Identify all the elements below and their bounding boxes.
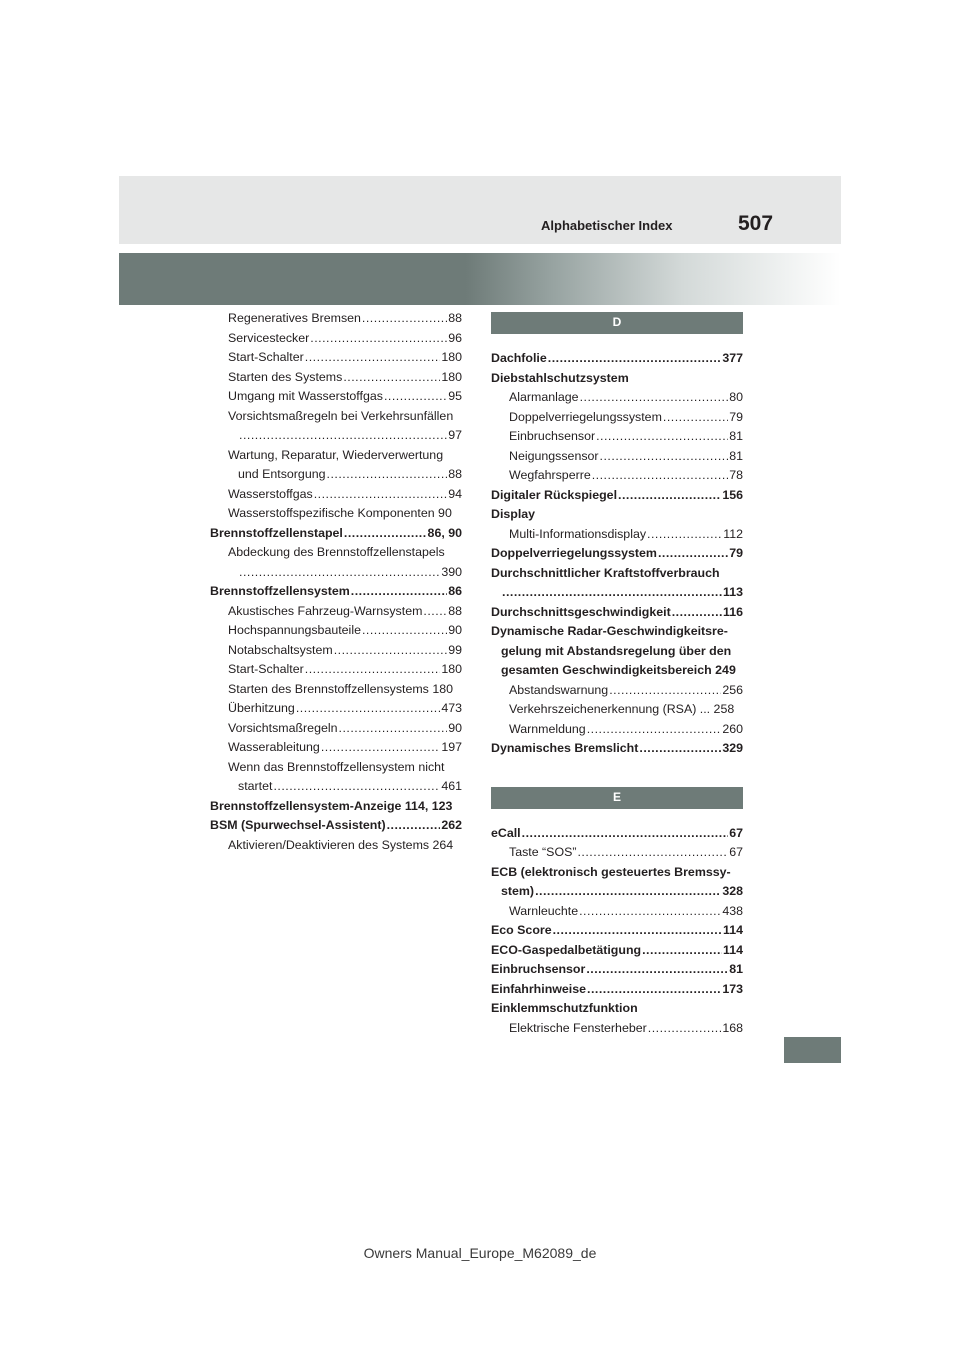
dot-leader [321, 738, 440, 758]
entry-term: Start-Schalter [228, 662, 304, 676]
entry-term: Dynamisches Bremslicht [491, 741, 639, 755]
entry-page-ref: 180 [441, 662, 462, 676]
dot-leader [239, 563, 440, 583]
dot-leader [580, 388, 729, 408]
entry-term: ECO-Gaspedalbetätigung [491, 942, 642, 957]
dot-leader [334, 641, 448, 661]
index-entry [491, 882, 743, 902]
dot-leader [327, 465, 448, 485]
index-entry [210, 660, 462, 680]
dot-leader [553, 921, 722, 941]
entry-page-ref: 78 [729, 468, 743, 482]
entry-page-ref: 180 [441, 350, 462, 364]
footer-doc-id: Owners Manual_Europe_M62089_de [363, 1245, 597, 1261]
index-entry [210, 797, 462, 817]
entry-page-ref: 438 [722, 903, 743, 918]
dot-leader [310, 329, 447, 349]
entry-page-ref: 328 [722, 884, 743, 898]
entry-page-ref: 473 [441, 701, 462, 715]
index-entry [491, 564, 743, 584]
entry-term: ECB (elektronisch gesteuertes Bremssy- [491, 864, 731, 879]
index-entry [210, 485, 462, 505]
entry-term: Alarmanlage [509, 390, 579, 404]
index-entry [210, 387, 462, 407]
entry-page-ref: 461 [441, 779, 462, 793]
entry-term: Doppelverriegelungssystem [509, 409, 662, 424]
entry-term: Akustisches Fahrzeug-Warnsystem [228, 603, 423, 618]
index-entry [491, 999, 743, 1019]
dot-leader [351, 582, 447, 602]
entry-term: Abstandswarnung [509, 682, 609, 697]
entry-term: Dachfolie [491, 351, 547, 365]
dot-leader [618, 486, 721, 506]
entry-term: Diebstahlschutzsystem [491, 370, 629, 385]
entry-term: Brennstoffzellensystem [210, 584, 350, 598]
entry-term: Durchschnittlicher Kraftstoffverbrauch [491, 565, 720, 580]
entry-term: Aktivieren/Deaktivieren des Systems 264 [228, 837, 454, 852]
index-entry [491, 466, 743, 486]
entry-page-ref: 99 [448, 642, 462, 657]
entry-page-ref: 86, 90 [427, 525, 462, 540]
entry-page-ref: 113 [723, 585, 743, 599]
dot-leader [239, 426, 447, 446]
index-entry [491, 902, 743, 922]
entry-term: Umgang mit Wasserstoffgas [228, 389, 383, 403]
index-entry [210, 582, 462, 602]
index-entry [491, 863, 743, 883]
index-entry [491, 824, 743, 844]
entry-term: Servicestecker [228, 330, 310, 345]
index-entry [210, 329, 462, 349]
dot-leader [344, 524, 427, 544]
dot-leader [587, 980, 721, 1000]
index-entry [210, 836, 462, 856]
entry-term: startet [238, 779, 273, 793]
index-entry [491, 369, 743, 389]
index-entry [210, 602, 462, 622]
index-entry [491, 408, 743, 428]
dot-leader [423, 602, 447, 622]
entry-term: Eco Score [491, 923, 552, 937]
index-entry [491, 980, 743, 1000]
dot-leader [577, 843, 728, 863]
dot-leader [522, 824, 729, 844]
entry-term: Wasserableitung [228, 740, 320, 754]
entry-term: Einfahrhinweise [491, 981, 587, 996]
index-entry [210, 758, 462, 778]
index-entry [491, 700, 743, 720]
section-d-entries [491, 349, 743, 759]
entry-page-ref: 67 [729, 825, 743, 840]
dot-leader [339, 719, 448, 739]
index-entry [210, 524, 462, 544]
index-entry [491, 739, 743, 759]
entry-page-ref: 114 [723, 923, 743, 937]
dot-leader [535, 882, 721, 902]
entry-term: Digitaler Rückspiegel [491, 487, 618, 502]
index-entry [210, 446, 462, 466]
index-entry [491, 486, 743, 506]
index-entry [210, 504, 462, 524]
entry-page-ref: 86 [448, 584, 462, 598]
section-title: Alphabetischer Index [541, 218, 673, 233]
entry-term: Durchschnittsgeschwindigkeit [491, 604, 671, 619]
entry-term: Start-Schalter [228, 350, 304, 364]
entry-term: und Entsorgung [238, 467, 326, 481]
index-column-left [210, 309, 462, 855]
index-entry [491, 661, 743, 681]
dot-leader [639, 739, 721, 759]
dot-leader [596, 427, 728, 447]
entry-term: Regeneratives Bremsen [228, 311, 361, 325]
dot-leader [672, 603, 722, 623]
entry-term: Abdeckung des Brennstoffzellenstapels [228, 545, 445, 559]
entry-page-ref: 96 [448, 330, 462, 345]
index-entry [210, 543, 462, 563]
dot-leader [384, 387, 447, 407]
dot-leader [579, 902, 721, 922]
index-entry [491, 941, 743, 961]
index-entry [491, 505, 743, 525]
index-entry [491, 843, 743, 863]
index-entry [210, 348, 462, 368]
entry-page-ref: 197 [441, 740, 462, 754]
dot-leader [362, 309, 447, 329]
entry-page-ref: 377 [722, 351, 743, 365]
dot-leader [548, 349, 722, 369]
dot-leader [273, 777, 440, 797]
dot-leader [362, 621, 447, 641]
dot-leader [609, 681, 721, 701]
index-entry [491, 447, 743, 467]
entry-page-ref: 88 [448, 603, 462, 618]
section-e-entries [491, 824, 743, 1039]
index-entry [210, 407, 462, 427]
entry-page-ref: 114 [723, 942, 743, 957]
entry-page-ref: 156 [722, 487, 743, 502]
index-entry [491, 1019, 743, 1039]
entry-term: Verkehrszeichenerkennung (RSA) ... 258 [509, 702, 735, 716]
dot-leader [587, 720, 722, 740]
entry-term: Brennstoffzellenstapel [210, 525, 343, 540]
dot-leader [502, 583, 722, 603]
entry-term: stem) [501, 884, 535, 898]
entry-page-ref: 81 [729, 429, 743, 443]
index-entry [210, 368, 462, 388]
index-entry [210, 621, 462, 641]
letter-heading-d: D [491, 312, 743, 334]
dot-leader [314, 485, 448, 505]
index-entry [491, 525, 743, 545]
index-entry [210, 738, 462, 758]
entry-page-ref: 116 [723, 604, 743, 619]
dot-leader [648, 1019, 722, 1039]
entry-page-ref: 95 [448, 389, 462, 403]
index-entry [491, 622, 743, 642]
header-band [119, 176, 841, 244]
index-entry [491, 388, 743, 408]
dot-leader [305, 348, 441, 368]
index-entry [491, 583, 743, 603]
dot-leader [647, 525, 722, 545]
entry-term: Vorsichtsmaßregeln [228, 720, 338, 735]
index-entry [491, 603, 743, 623]
entry-page-ref: 80 [729, 390, 743, 404]
index-entry [210, 426, 462, 446]
dot-leader [387, 816, 441, 836]
index-entry [210, 641, 462, 661]
dot-leader [296, 699, 441, 719]
index-entry [491, 960, 743, 980]
entry-term: Warnmeldung [509, 721, 586, 736]
index-entry [491, 921, 743, 941]
entry-term: Wenn das Brennstoffzellensystem nicht [228, 759, 445, 774]
entry-term: Überhitzung [228, 701, 295, 715]
entry-page-ref: 67 [729, 845, 743, 859]
entry-term: Hochspannungsbauteile [228, 623, 361, 637]
entry-term: Neigungssensor [509, 448, 599, 463]
decorative-gradient-band [119, 253, 841, 305]
dot-leader [663, 408, 728, 428]
entry-page-ref: 262 [441, 818, 462, 832]
index-entry [491, 427, 743, 447]
index-entry [210, 309, 462, 329]
entry-term: Notabschaltsystem [228, 642, 333, 657]
entry-term: Multi-Informationsdisplay [509, 526, 647, 541]
entry-term: Starten des Systems [228, 369, 343, 384]
entry-page-ref: 168 [722, 1020, 743, 1035]
entry-page-ref: 94 [448, 486, 462, 501]
entry-term: Einbruchsensor [509, 429, 596, 443]
dot-leader [642, 941, 722, 961]
entry-term: Taste “SOS” [509, 845, 577, 859]
dot-leader [600, 447, 729, 467]
entry-term: Warnleuchte [509, 903, 579, 918]
index-entry [210, 816, 462, 836]
entry-page-ref: 90 [448, 623, 462, 637]
entry-term: Vorsichtsmaßregeln bei Verkehrsunfällen [228, 408, 454, 423]
entry-page-ref: 97 [448, 428, 462, 442]
index-entry [491, 720, 743, 740]
index-entry [491, 681, 743, 701]
entry-term: gesamten Geschwindigkeitsbereich 249 [501, 663, 736, 677]
index-entry [210, 719, 462, 739]
index-entry [491, 544, 743, 564]
entry-term: Elektrische Fensterheber [509, 1020, 647, 1035]
page-number: 507 [738, 212, 774, 235]
entry-page-ref: 390 [441, 564, 462, 579]
entry-term: Dynamische Radar-Geschwindigkeitsre- [491, 624, 728, 638]
dot-leader [343, 368, 440, 388]
entry-term: Brennstoffzellensystem-Anzeige 114, 123 [210, 798, 453, 813]
entry-page-ref: 260 [722, 721, 743, 736]
entry-term: BSM (Spurwechsel-Assistent) [210, 818, 386, 832]
entry-term: Einbruchsensor [491, 962, 586, 976]
dot-leader [658, 544, 728, 564]
index-entry [210, 680, 462, 700]
index-entry [210, 777, 462, 797]
dot-leader [586, 960, 728, 980]
entry-page-ref: 180 [441, 369, 462, 384]
dot-leader [592, 466, 728, 486]
entry-page-ref: 173 [722, 981, 743, 996]
entry-page-ref: 90 [448, 720, 462, 735]
dot-leader [305, 660, 441, 680]
entry-term: Display [491, 507, 536, 521]
entry-page-ref: 256 [722, 682, 743, 697]
index-entry [491, 349, 743, 369]
entry-term: Doppelverriegelungssystem [491, 546, 657, 560]
index-entry [210, 563, 462, 583]
thumb-index-tab [784, 1037, 841, 1063]
index-entry [491, 642, 743, 662]
entry-page-ref: 81 [729, 448, 743, 463]
entry-term: Starten des Brennstoffzellensystems 180 [228, 681, 453, 696]
entry-term: Wasserstoffspezifische Komponenten 90 [228, 506, 452, 520]
entry-page-ref: 329 [722, 741, 743, 755]
entry-term: eCall [491, 825, 521, 840]
entry-page-ref: 79 [729, 546, 743, 560]
index-entry [210, 699, 462, 719]
index-column-right [491, 308, 743, 1038]
entry-page-ref: 79 [729, 409, 743, 424]
entry-term: Wegfahrsperre [509, 468, 591, 482]
entry-term: Einklemmschutzfunktion [491, 1001, 638, 1015]
entry-page-ref: 112 [723, 526, 743, 541]
entry-term: Wartung, Reparatur, Wiederverwertung [228, 447, 444, 462]
entry-page-ref: 81 [729, 962, 743, 976]
index-entry [210, 465, 462, 485]
entry-page-ref: 88 [448, 311, 462, 325]
entry-term: gelung mit Abstandsregelung über den [501, 643, 732, 658]
letter-heading-e: E [491, 787, 743, 809]
entry-term: Wasserstoffgas [228, 486, 313, 501]
entry-page-ref: 88 [448, 467, 462, 481]
